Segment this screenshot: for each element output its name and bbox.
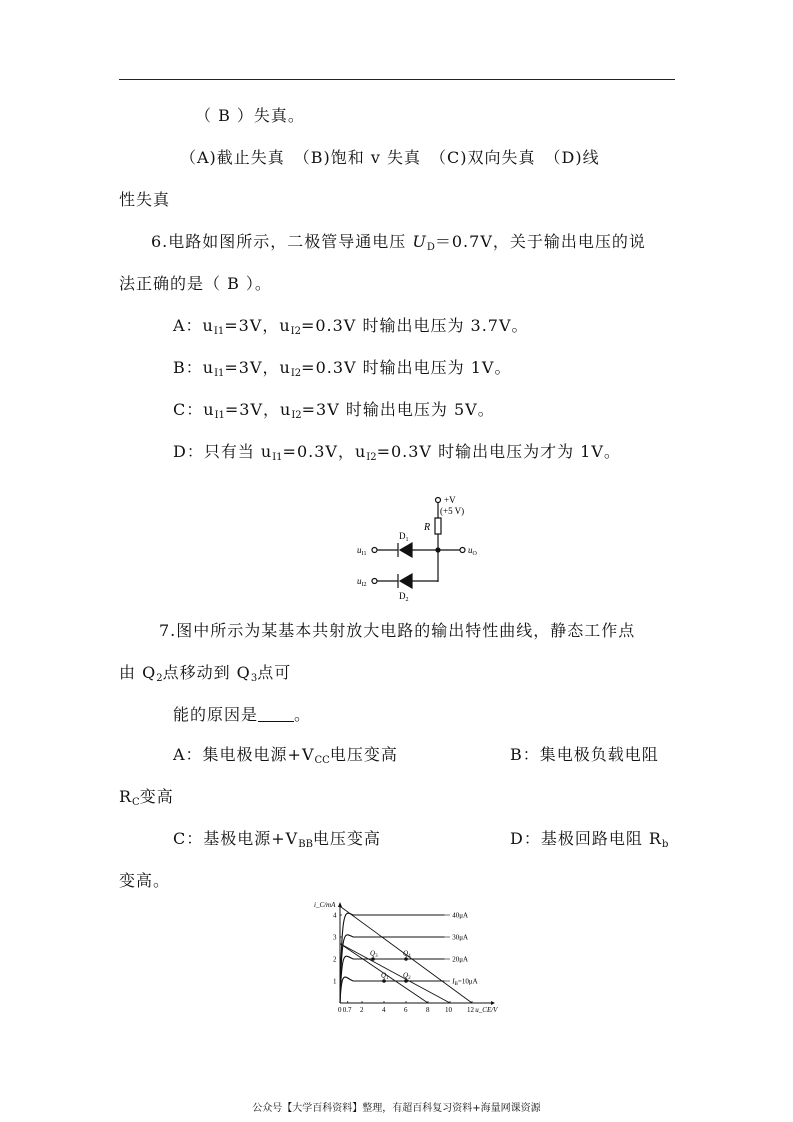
q6-option-a-pre: A：u: [173, 316, 214, 335]
output-characteristic-chart: [310, 898, 515, 1020]
q6-option-c-post: =3V 时输出电压为 5V。: [301, 400, 495, 419]
q7-option-c-text2: 电压变高: [312, 829, 381, 848]
q6-option-d-pre: D：只有当 u: [173, 442, 273, 461]
x-tick-label: 12: [467, 1006, 474, 1014]
q6-stem-a: 6.电路如图所示，二极管导通电压: [151, 232, 413, 251]
q7-option-b-rc: R: [119, 787, 133, 806]
q7-option-a-sub: CC: [314, 755, 330, 766]
vcc-label: +V: [444, 495, 456, 505]
q6-option-b-sub2: I2: [290, 368, 302, 379]
characteristic-curve: [340, 977, 445, 1003]
q7-option-a-text: A：集电极电源+V: [173, 745, 315, 764]
q6-option-a-sub1: I1: [213, 326, 225, 337]
diode-circuit-diagram: [340, 490, 520, 605]
q7-stem-line2: [119, 662, 291, 690]
q6-option-c-pre: C：u: [173, 400, 215, 419]
q6-option-d-sub2: I2: [366, 452, 377, 463]
q6-option-b-pre: B：u: [173, 358, 215, 377]
q7-option-b: B：集电极负载电阻: [510, 745, 659, 764]
q7-option-a: [173, 744, 398, 772]
diode-d2: [400, 574, 412, 588]
q6-option-c-mid: =3V，u: [224, 400, 292, 419]
x-tick-label: 4: [382, 1006, 386, 1014]
x-tick-label: 6: [404, 1006, 408, 1014]
q7-line3-b: 。: [294, 705, 312, 724]
curve-label: $I_B=10\mu A$: [452, 977, 478, 987]
y-tick-label: 3: [333, 933, 337, 942]
q5-answer-line: （ B ）失真。: [195, 106, 305, 125]
q6-stem-b: ＝0.7V，关于输出电压的说: [434, 232, 646, 251]
q7-line3-a: 能的原因是: [173, 705, 259, 724]
q7-option-d: [510, 828, 668, 856]
q7-option-d-text: D：基极回路电阻 R: [510, 829, 662, 848]
q6-option-d-post: =0.3V 时输出电压为才为 1V。: [376, 442, 621, 461]
q6-ud-sub: D: [426, 242, 435, 253]
q7-stem-line1: 7.图中所示为某基本共射放大电路的输出特性曲线，静态工作点: [159, 621, 636, 640]
q7-option-b-cont: [119, 786, 174, 814]
q6-stem-line2: 法正确的是（ B ）。: [119, 274, 272, 293]
x-tick-label: 0.7: [342, 1006, 352, 1014]
q-point-label: $Q_3$: [370, 949, 378, 959]
q7-option-b-text2: 变高: [139, 787, 174, 806]
q7-option-d-cont: 变高。: [119, 871, 171, 890]
curve-label: 30μA: [452, 933, 469, 942]
q5-options-line1: （A)截止失真 （B)饱和 v 失真 （C)双向失真 （D)线: [180, 148, 600, 167]
q6-ud-symbol: U: [412, 232, 427, 251]
header-rule: [119, 79, 675, 80]
q6-option-c: [173, 399, 495, 427]
q7-stem-line3: [173, 704, 311, 726]
characteristic-curve: [340, 913, 445, 1003]
q6-option-b-sub1: I1: [214, 368, 225, 379]
input2-label: $u_{I2}$: [357, 576, 367, 588]
vcc-value-label: (+5 V): [440, 506, 465, 516]
curve-label: 20μA: [452, 955, 469, 964]
d2-label: $D_2$: [399, 591, 409, 603]
x-tick-label: 10: [445, 1006, 452, 1014]
footer-note: 公众号【大学百科资料】整理，有超百科复习资料+海量网课资源: [252, 1103, 541, 1114]
x-tick-label: 8: [426, 1006, 430, 1014]
q6-option-c-sub2: I2: [291, 410, 302, 421]
y-tick-label: 1: [333, 977, 337, 986]
q6-option-a-sub2: I2: [290, 326, 301, 337]
q-point-label: $Q_2$: [403, 971, 411, 981]
x-axis-arrow: [491, 1001, 495, 1005]
q6-option-a-mid: =3V，u: [224, 316, 291, 335]
x-tick-label: 0: [338, 1006, 342, 1014]
junction-dot: [436, 548, 440, 552]
input1-label: $u_{I1}$: [357, 545, 367, 557]
q-point-label: $Q_4$: [403, 949, 411, 959]
q6-option-c-sub1: I1: [214, 410, 225, 421]
q6-option-a-post: =0.3V 时输出电压为 3.7V。: [300, 316, 529, 335]
q7-line2-c: 点可: [257, 663, 292, 682]
answer-blank[interactable]: [258, 707, 294, 722]
q6-option-d-mid: =0.3V，u: [282, 442, 367, 461]
output-label: $u_O$: [468, 545, 477, 557]
q6-stem-line1: [151, 231, 646, 259]
load-line: [340, 944, 450, 1003]
q6-option-a: [173, 315, 529, 343]
q7-line2-sub1: 2: [156, 673, 163, 684]
q7-option-c-text: C：基极电源+V: [173, 829, 299, 848]
y-axis-label: i_C/mA: [314, 901, 336, 909]
q6-option-d-sub1: I1: [272, 452, 283, 463]
y-tick-label: 4: [333, 911, 337, 920]
q7-option-c: [173, 828, 381, 856]
q6-option-b: [173, 357, 511, 385]
q7-option-b-sub: C: [132, 797, 140, 808]
resistor-r: [435, 518, 441, 534]
q7-option-d-sub: b: [661, 839, 669, 850]
input1-terminal: [372, 548, 377, 553]
output-terminal: [460, 548, 465, 553]
resistor-label: R: [424, 522, 431, 533]
input2-terminal: [372, 579, 377, 584]
q7-line2-sub2: 3: [250, 673, 258, 684]
q6-option-d: [173, 441, 621, 469]
x-axis-label: u_CE/V: [475, 1006, 498, 1014]
x-tick-label: 2: [360, 1006, 364, 1014]
q6-option-b-mid: =3V，u: [224, 358, 291, 377]
q-point-label: $Q_1$: [381, 971, 389, 981]
curve-label: 40μA: [452, 911, 469, 920]
y-tick-label: 2: [333, 955, 337, 964]
q7-option-a-text2: 电压变高: [329, 745, 398, 764]
q7-line2-a: 由 Q: [119, 663, 157, 682]
q6-option-b-post: =0.3V 时输出电压为 1V。: [301, 358, 512, 377]
vcc-terminal: [436, 498, 441, 503]
q7-line2-b: 点移动到 Q: [162, 663, 251, 682]
d1-label: $D_1$: [399, 531, 409, 543]
q7-option-c-sub: BB: [298, 839, 313, 850]
diode-d1: [400, 543, 412, 557]
characteristic-curve: [340, 956, 445, 1003]
q5-options-line2: 性失真: [119, 190, 171, 209]
